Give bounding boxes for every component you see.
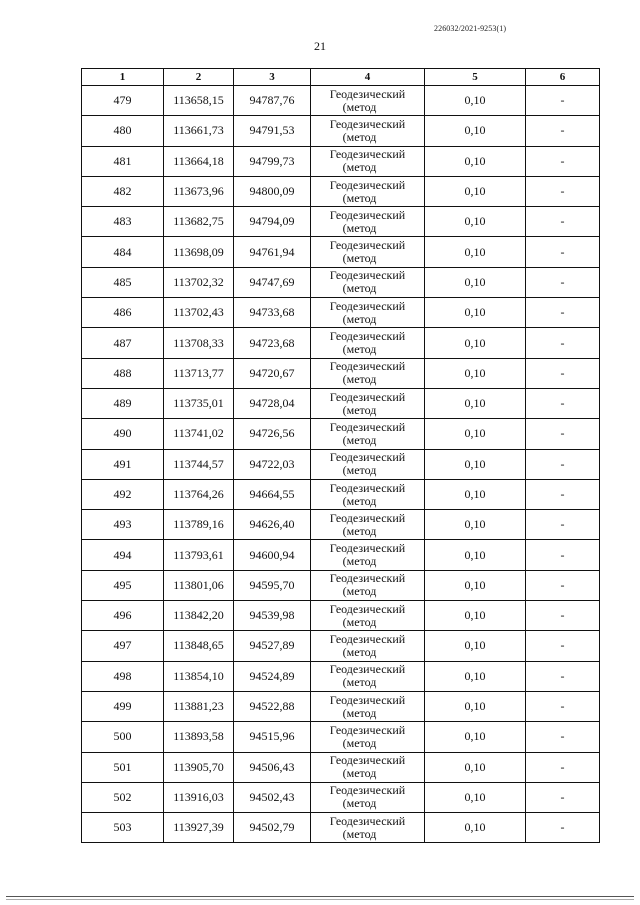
method-text: Геодезический [329, 510, 406, 525]
table-row [82, 328, 600, 358]
x-coordinate-cell: 113698,09 [164, 237, 234, 267]
method-cell [311, 510, 425, 540]
column-header: 5 [425, 69, 526, 86]
method-text: Геодезический [329, 480, 406, 495]
column-header: 6 [526, 69, 600, 86]
point-number-cell: 499 [82, 691, 164, 721]
accuracy-cell: 0,10 [425, 358, 526, 388]
accuracy-cell: 0,10 [425, 419, 526, 449]
note-cell: - [526, 631, 600, 661]
accuracy-cell: 0,10 [425, 479, 526, 509]
note-cell: - [526, 752, 600, 782]
page-number: 21 [314, 39, 326, 53]
x-coordinate-cell: 113848,65 [164, 631, 234, 661]
point-number-cell: 498 [82, 661, 164, 691]
coordinates-table [81, 68, 600, 843]
method-text: (метод [342, 160, 377, 175]
method-cell [311, 358, 425, 388]
note-cell: - [526, 419, 600, 449]
y-coordinate-cell: 94720,67 [234, 358, 311, 388]
x-coordinate-cell: 113801,06 [164, 570, 234, 600]
table-row [82, 358, 600, 388]
table-row [82, 691, 600, 721]
x-coordinate-cell: 113661,73 [164, 116, 234, 146]
document-number: 226032/2021-9253(1) [434, 24, 507, 33]
table-row [82, 813, 600, 843]
column-header: 4 [311, 69, 425, 86]
table-row [82, 752, 600, 782]
method-text: Геодезический [329, 722, 406, 737]
method-text: Геодезический [329, 268, 406, 283]
method-cell [311, 540, 425, 570]
note-cell: - [526, 479, 600, 509]
table-row [82, 449, 600, 479]
method-cell [311, 479, 425, 509]
point-number-cell: 491 [82, 449, 164, 479]
table-row [82, 419, 600, 449]
accuracy-cell: 0,10 [425, 328, 526, 358]
point-number-cell: 488 [82, 358, 164, 388]
table-header-row [82, 69, 600, 86]
accuracy-cell: 0,10 [425, 146, 526, 176]
method-text: (метод [342, 523, 377, 538]
method-text: (метод [342, 372, 377, 387]
table-row [82, 146, 600, 176]
method-cell [311, 601, 425, 631]
method-cell [311, 328, 425, 358]
method-text: Геодезический [329, 116, 406, 131]
method-text: Геодезический [329, 450, 406, 465]
y-coordinate-cell: 94794,09 [234, 207, 311, 237]
table-row [82, 661, 600, 691]
table-row [82, 116, 600, 146]
method-cell [311, 176, 425, 206]
y-coordinate-cell: 94502,79 [234, 813, 311, 843]
x-coordinate-cell: 113842,20 [164, 601, 234, 631]
point-number-cell: 481 [82, 146, 164, 176]
table-row [82, 722, 600, 752]
point-number-cell: 480 [82, 116, 164, 146]
method-text: Геодезический [329, 813, 406, 828]
method-cell [311, 419, 425, 449]
method-text: Геодезический [329, 389, 406, 404]
point-number-cell: 495 [82, 570, 164, 600]
method-text: (метод [342, 675, 377, 690]
x-coordinate-cell: 113881,23 [164, 691, 234, 721]
method-text: (метод [342, 493, 377, 508]
y-coordinate-cell: 94515,96 [234, 722, 311, 752]
y-coordinate-cell: 94524,89 [234, 661, 311, 691]
note-cell: - [526, 661, 600, 691]
table-row [82, 510, 600, 540]
note-cell: - [526, 237, 600, 267]
x-coordinate-cell: 113682,75 [164, 207, 234, 237]
accuracy-cell: 0,10 [425, 207, 526, 237]
note-cell: - [526, 176, 600, 206]
method-text: Геодезический [329, 329, 406, 344]
note-cell: - [526, 570, 600, 600]
x-coordinate-cell: 113702,43 [164, 298, 234, 328]
table-row [82, 298, 600, 328]
method-text: (метод [342, 554, 377, 569]
x-coordinate-cell: 113854,10 [164, 661, 234, 691]
accuracy-cell: 0,10 [425, 813, 526, 843]
method-text: (метод [342, 735, 377, 750]
point-number-cell: 479 [82, 86, 164, 116]
method-text: (метод [342, 402, 377, 417]
method-text: (метод [342, 766, 377, 781]
accuracy-cell: 0,10 [425, 237, 526, 267]
y-coordinate-cell: 94664,55 [234, 479, 311, 509]
note-cell: - [526, 267, 600, 297]
method-text: Геодезический [329, 298, 406, 313]
point-number-cell: 485 [82, 267, 164, 297]
point-number-cell: 489 [82, 388, 164, 418]
y-coordinate-cell: 94722,03 [234, 449, 311, 479]
note-cell: - [526, 722, 600, 752]
method-cell [311, 570, 425, 600]
method-text: Геодезический [329, 571, 406, 586]
table-row [82, 540, 600, 570]
point-number-cell: 490 [82, 419, 164, 449]
y-coordinate-cell: 94527,89 [234, 631, 311, 661]
x-coordinate-cell: 113764,26 [164, 479, 234, 509]
method-text: Геодезический [329, 662, 406, 677]
method-cell [311, 722, 425, 752]
table-row [82, 86, 600, 116]
method-text: Геодезический [329, 601, 406, 616]
x-coordinate-cell: 113702,32 [164, 267, 234, 297]
table-row [82, 601, 600, 631]
y-coordinate-cell: 94799,73 [234, 146, 311, 176]
method-text: Геодезический [329, 86, 406, 101]
x-coordinate-cell: 113893,58 [164, 722, 234, 752]
method-text: (метод [342, 826, 377, 841]
note-cell: - [526, 328, 600, 358]
method-cell [311, 237, 425, 267]
table-row [82, 176, 600, 206]
accuracy-cell: 0,10 [425, 298, 526, 328]
accuracy-cell: 0,10 [425, 86, 526, 116]
method-text: Геодезический [329, 783, 406, 798]
method-text: Геодезический [329, 753, 406, 768]
x-coordinate-cell: 113658,15 [164, 86, 234, 116]
note-cell: - [526, 691, 600, 721]
accuracy-cell: 0,10 [425, 691, 526, 721]
table-row [82, 207, 600, 237]
accuracy-cell: 0,10 [425, 176, 526, 206]
y-coordinate-cell: 94600,94 [234, 540, 311, 570]
accuracy-cell: 0,10 [425, 752, 526, 782]
note-cell: - [526, 540, 600, 570]
y-coordinate-cell: 94502,43 [234, 782, 311, 812]
column-header: 3 [234, 69, 311, 86]
note-cell: - [526, 601, 600, 631]
accuracy-cell: 0,10 [425, 388, 526, 418]
note-cell: - [526, 298, 600, 328]
scan-edge-line [6, 899, 634, 900]
point-number-cell: 484 [82, 237, 164, 267]
table-row [82, 267, 600, 297]
y-coordinate-cell: 94733,68 [234, 298, 311, 328]
note-cell: - [526, 358, 600, 388]
x-coordinate-cell: 113905,70 [164, 752, 234, 782]
column-header: 2 [164, 69, 234, 86]
note-cell: - [526, 449, 600, 479]
method-text: (метод [342, 251, 377, 266]
method-cell [311, 388, 425, 418]
method-text: (метод [342, 220, 377, 235]
table-row [82, 570, 600, 600]
method-text: (метод [342, 432, 377, 447]
note-cell: - [526, 782, 600, 812]
y-coordinate-cell: 94791,53 [234, 116, 311, 146]
table-row [82, 237, 600, 267]
accuracy-cell: 0,10 [425, 601, 526, 631]
method-text: (метод [342, 644, 377, 659]
y-coordinate-cell: 94726,56 [234, 419, 311, 449]
point-number-cell: 502 [82, 782, 164, 812]
x-coordinate-cell: 113744,57 [164, 449, 234, 479]
point-number-cell: 503 [82, 813, 164, 843]
y-coordinate-cell: 94539,98 [234, 601, 311, 631]
point-number-cell: 500 [82, 722, 164, 752]
point-number-cell: 496 [82, 601, 164, 631]
method-cell [311, 691, 425, 721]
accuracy-cell: 0,10 [425, 661, 526, 691]
note-cell: - [526, 510, 600, 540]
method-text: (метод [342, 190, 377, 205]
column-header: 1 [82, 69, 164, 86]
method-text: (метод [342, 342, 377, 357]
point-number-cell: 492 [82, 479, 164, 509]
scan-edge-line [6, 896, 634, 897]
method-text: (метод [342, 311, 377, 326]
method-cell [311, 207, 425, 237]
accuracy-cell: 0,10 [425, 631, 526, 661]
y-coordinate-cell: 94761,94 [234, 237, 311, 267]
accuracy-cell: 0,10 [425, 116, 526, 146]
method-text: (метод [342, 705, 377, 720]
point-number-cell: 483 [82, 207, 164, 237]
method-cell [311, 267, 425, 297]
method-text: (метод [342, 614, 377, 629]
point-number-cell: 494 [82, 540, 164, 570]
accuracy-cell: 0,10 [425, 510, 526, 540]
note-cell: - [526, 146, 600, 176]
note-cell: - [526, 388, 600, 418]
y-coordinate-cell: 94728,04 [234, 388, 311, 418]
y-coordinate-cell: 94747,69 [234, 267, 311, 297]
table-body [82, 86, 600, 843]
x-coordinate-cell: 113713,77 [164, 358, 234, 388]
method-cell [311, 813, 425, 843]
note-cell: - [526, 116, 600, 146]
accuracy-cell: 0,10 [425, 722, 526, 752]
method-text: Геодезический [329, 238, 406, 253]
x-coordinate-cell: 113735,01 [164, 388, 234, 418]
point-number-cell: 486 [82, 298, 164, 328]
method-cell [311, 146, 425, 176]
note-cell: - [526, 207, 600, 237]
method-text: (метод [342, 796, 377, 811]
x-coordinate-cell: 113708,33 [164, 328, 234, 358]
method-cell [311, 631, 425, 661]
method-text: (метод [342, 99, 377, 114]
note-cell: - [526, 813, 600, 843]
x-coordinate-cell: 113927,39 [164, 813, 234, 843]
x-coordinate-cell: 113916,03 [164, 782, 234, 812]
y-coordinate-cell: 94787,76 [234, 86, 311, 116]
accuracy-cell: 0,10 [425, 267, 526, 297]
point-number-cell: 493 [82, 510, 164, 540]
note-cell: - [526, 86, 600, 116]
method-cell [311, 86, 425, 116]
y-coordinate-cell: 94595,70 [234, 570, 311, 600]
method-cell [311, 661, 425, 691]
x-coordinate-cell: 113741,02 [164, 419, 234, 449]
method-text: Геодезический [329, 359, 406, 374]
method-text: Геодезический [329, 419, 406, 434]
method-cell [311, 752, 425, 782]
method-text: Геодезический [329, 147, 406, 162]
y-coordinate-cell: 94522,88 [234, 691, 311, 721]
y-coordinate-cell: 94506,43 [234, 752, 311, 782]
method-cell [311, 298, 425, 328]
x-coordinate-cell: 113789,16 [164, 510, 234, 540]
method-text: (метод [342, 281, 377, 296]
method-text: (метод [342, 463, 377, 478]
accuracy-cell: 0,10 [425, 782, 526, 812]
method-cell [311, 449, 425, 479]
accuracy-cell: 0,10 [425, 570, 526, 600]
method-text: (метод [342, 129, 377, 144]
table-row [82, 388, 600, 418]
point-number-cell: 501 [82, 752, 164, 782]
method-cell [311, 782, 425, 812]
method-cell [311, 116, 425, 146]
method-text: Геодезический [329, 177, 406, 192]
method-text: Геодезический [329, 692, 406, 707]
table-row [82, 631, 600, 661]
accuracy-cell: 0,10 [425, 540, 526, 570]
method-text: Геодезический [329, 541, 406, 556]
x-coordinate-cell: 113664,18 [164, 146, 234, 176]
method-text: (метод [342, 584, 377, 599]
method-text: Геодезический [329, 631, 406, 646]
y-coordinate-cell: 94723,68 [234, 328, 311, 358]
accuracy-cell: 0,10 [425, 449, 526, 479]
table-row [82, 479, 600, 509]
point-number-cell: 497 [82, 631, 164, 661]
method-text: Геодезический [329, 207, 406, 222]
y-coordinate-cell: 94626,40 [234, 510, 311, 540]
y-coordinate-cell: 94800,09 [234, 176, 311, 206]
table-row [82, 782, 600, 812]
point-number-cell: 487 [82, 328, 164, 358]
point-number-cell: 482 [82, 176, 164, 206]
x-coordinate-cell: 113673,96 [164, 176, 234, 206]
x-coordinate-cell: 113793,61 [164, 540, 234, 570]
